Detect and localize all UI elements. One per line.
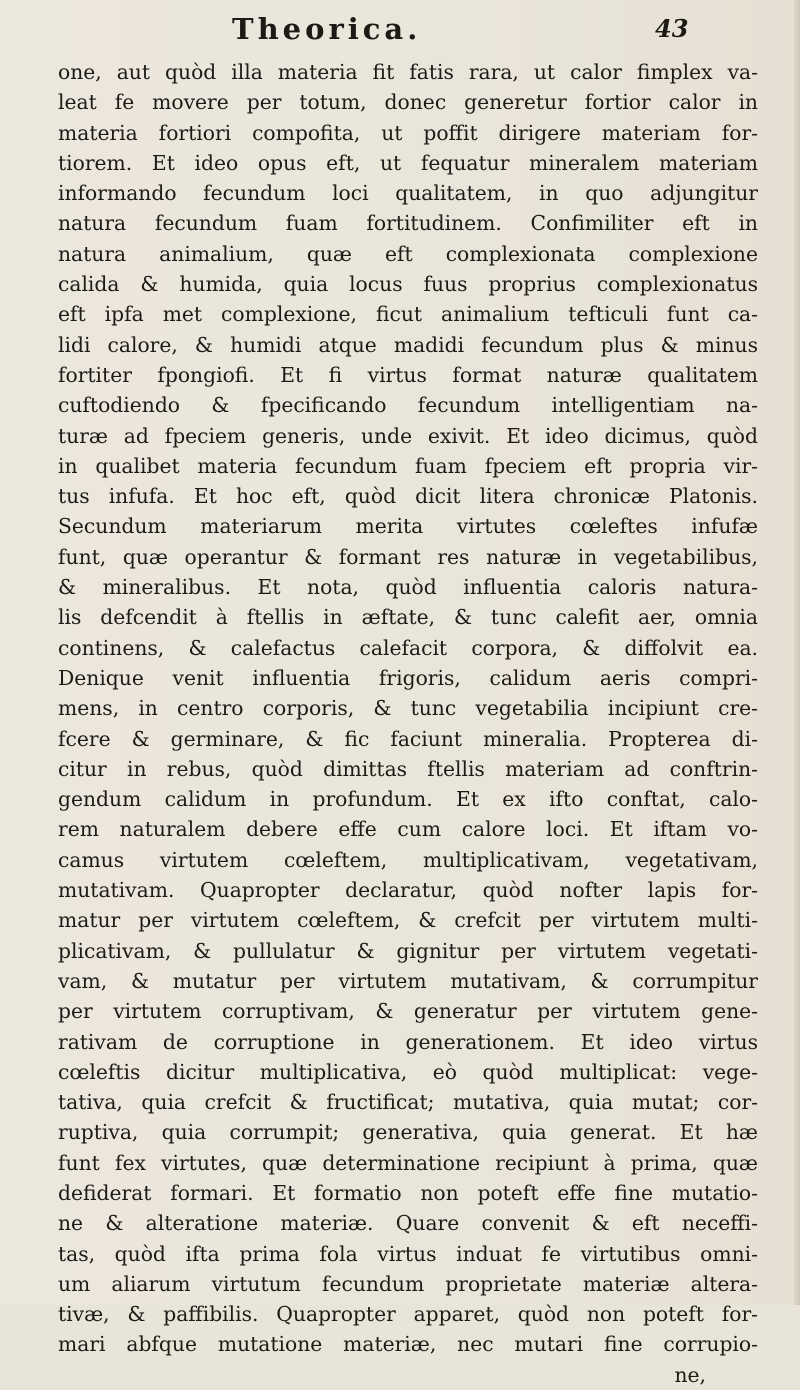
text-line: ruptiva, quia corrumpit; generativa, quia generat. Et hæ bbox=[58, 1120, 758, 1145]
text-line: tas, quòd ifta prima fola virtus induat fe virtutibus omni- bbox=[58, 1241, 758, 1266]
text-line: plicativam, & pullulatur & gignitur per virtutem vegetati- bbox=[58, 938, 758, 963]
text-line: um aliarum virtutum fecundum proprietate materiæ altera- bbox=[58, 1271, 758, 1296]
text-line: mari abfque mutatione materiæ, nec mutari fine corrupio- bbox=[58, 1332, 758, 1357]
text-line: defiderat formari. Et formatio non poteft effe fine mutatio- bbox=[58, 1180, 758, 1205]
text-line: calida & humida, quia locus fuus proprius complexionatus bbox=[58, 272, 758, 297]
text-line: ne & alteratione materiæ. Quare convenit & eft neceffi- bbox=[58, 1211, 758, 1236]
text-line: ne, bbox=[674, 1362, 706, 1387]
text-line: natura fecundum fuam fortitudinem. Confimiliter eft in bbox=[58, 211, 758, 236]
body-text bbox=[58, 57, 758, 1390]
text-line: informando fecundum loci qualitatem, in quo adjungitur bbox=[58, 181, 758, 206]
text-line: Secundum materiarum merita virtutes cœleftes infufæ bbox=[58, 514, 758, 539]
page-edge bbox=[794, 0, 800, 1305]
text-line: fcere & germinare, & fic faciunt mineralia. Propterea di- bbox=[58, 726, 758, 751]
text-line: cœleftis dicitur multiplicativa, eò quòd multiplicat: vege- bbox=[58, 1059, 758, 1084]
text-line: funt fex virtutes, quæ determinatione recipiunt à prima, quæ bbox=[58, 1150, 758, 1175]
page-header bbox=[0, 12, 800, 52]
text-line: lis defcendit à ftellis in æftate, & tunc calefit aer, omnia bbox=[58, 605, 758, 630]
text-line: & mineralibus. Et nota, quòd influentia caloris natura- bbox=[58, 575, 758, 600]
text-line: mens, in centro corporis, & tunc vegetabilia incipiunt cre- bbox=[58, 696, 758, 721]
page-number: 43 bbox=[655, 14, 689, 43]
text-line: natura animalium, quæ eft complexionata complexione bbox=[58, 241, 758, 266]
text-line: matur per virtutem cœleftem, & crefcit per virtutem multi- bbox=[58, 908, 758, 933]
text-line: leat fe movere per totum, donec generetur fortior calor in bbox=[58, 90, 758, 115]
text-line: citur in rebus, quòd dimittas ftellis materiam ad conftrin- bbox=[58, 756, 758, 781]
text-line: cuftodiendo & fpecificando fecundum intelligentiam na- bbox=[58, 393, 758, 418]
text-line: tativa, quia crefcit & fructificat; mutativa, quia mutat; cor- bbox=[58, 1090, 758, 1115]
text-line: Denique venit influentia frigoris, calidum aeris compri- bbox=[58, 665, 758, 690]
text-line: materia fortiori compofita, ut poffit dirigere materiam for- bbox=[58, 120, 758, 145]
text-line: gendum calidum in profundum. Et ex ifto conftat, calo- bbox=[58, 787, 758, 812]
text-line: mutativam. Quapropter declaratur, quòd nofter lapis for- bbox=[58, 878, 758, 903]
text-line: turæ ad fpeciem generis, unde exivit. Et ideo dicimus, quòd bbox=[58, 423, 758, 448]
text-line: continens, & calefactus calefacit corpora, & diffolvit ea. bbox=[58, 635, 758, 660]
text-line: tivæ, & paffibilis. Quapropter apparet, quòd non poteft for- bbox=[58, 1302, 758, 1327]
running-head: Theorica. bbox=[232, 12, 422, 46]
text-line: funt, quæ operantur & formant res naturæ in vegetabilibus, bbox=[58, 544, 758, 569]
text-line: rativam de corruptione in generationem. Et ideo virtus bbox=[58, 1029, 758, 1054]
text-line: one, aut quòd illa materia fit fatis rara, ut calor fimplex va- bbox=[58, 60, 758, 84]
text-line: vam, & mutatur per virtutem mutativam, & corrumpitur bbox=[58, 968, 758, 993]
text-line: tus infufa. Et hoc eft, quòd dicit litera chronicæ Platonis. bbox=[58, 484, 758, 509]
text-line: in qualibet materia fecundum fuam fpeciem eft propria vir- bbox=[58, 453, 758, 478]
text-line: eft ipfa met complexione, ficut animalium tefticuli funt ca- bbox=[58, 302, 758, 327]
text-line: rem naturalem debere effe cum calore loci. Et iftam vo- bbox=[58, 817, 758, 842]
text-line: per virtutem corruptivam, & generatur per virtutem gene- bbox=[58, 999, 758, 1024]
text-line: tiorem. Et ideo opus eft, ut fequatur mineralem materiam bbox=[58, 150, 758, 175]
text-line: lidi calore, & humidi atque madidi fecundum plus & minus bbox=[58, 332, 758, 357]
text-line: fortiter fpongiofi. Et fi virtus format naturæ qualitatem bbox=[58, 362, 758, 387]
text-line: camus virtutem cœleftem, multiplicativam, vegetativam, bbox=[58, 847, 758, 872]
